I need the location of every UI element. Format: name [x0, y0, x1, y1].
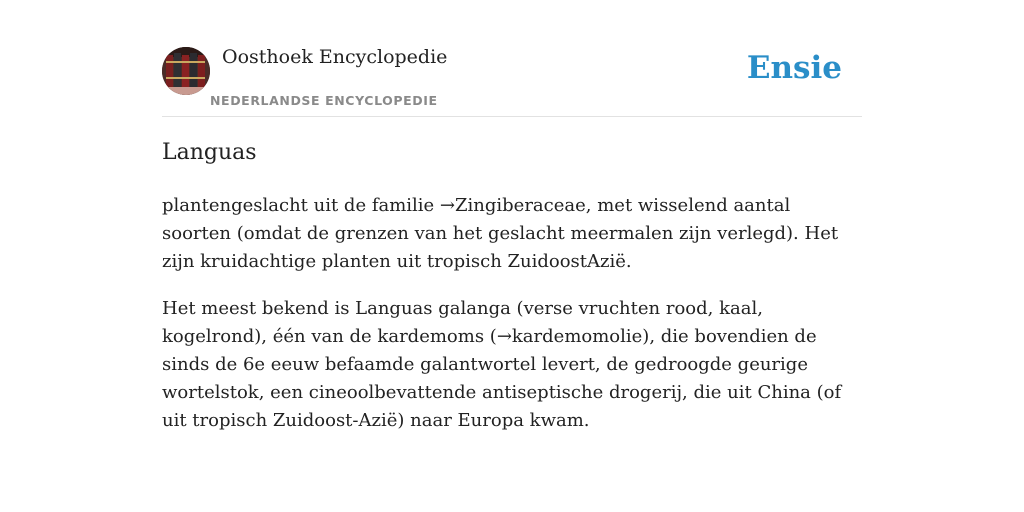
- article-body: [162, 192, 862, 454]
- books-icon: [162, 47, 210, 95]
- encyclopedia-books-avatar[interactable]: [162, 47, 210, 95]
- site-tagline: NEDERLANDSE ENCYCLOPEDIE: [210, 93, 438, 108]
- paragraph-text: , met wisselend aantal soorten (omdat de grenzen van het geslacht meermalen zijn verlegd). Het zijn kruidachtige planten uit tropisch ZuidoostAzië.: [162, 195, 839, 272]
- cross-reference-link[interactable]: →kardemomolie: [496, 326, 643, 347]
- site-name[interactable]: Oosthoek Encyclopedie: [222, 46, 448, 68]
- paragraph-text: Het meest bekend is Languas galanga (verse vruchten rood, kaal, kogelrond), één van de kardemoms (: [162, 298, 763, 347]
- article-paragraph-2: [162, 295, 862, 435]
- paragraph-text: plantengeslacht uit de familie: [162, 195, 440, 216]
- article-title: Languas: [162, 140, 257, 165]
- cross-reference-link[interactable]: →Zingiberaceae: [439, 195, 586, 216]
- ensie-logo-link[interactable]: Ensie: [746, 50, 842, 86]
- site-header: [162, 0, 862, 117]
- page-container: [162, 0, 862, 431]
- paragraph-text: ), die bovendien de sinds de 6e eeuw befaamde galantwortel levert, de gedroogde geurige wortelstok, een cineoolbevattende antiseptische drogerij, die uit China (of uit tropisch Zuidoost-Azië) naar Europa kwam.: [162, 326, 842, 431]
- article-paragraph-1: [162, 192, 862, 276]
